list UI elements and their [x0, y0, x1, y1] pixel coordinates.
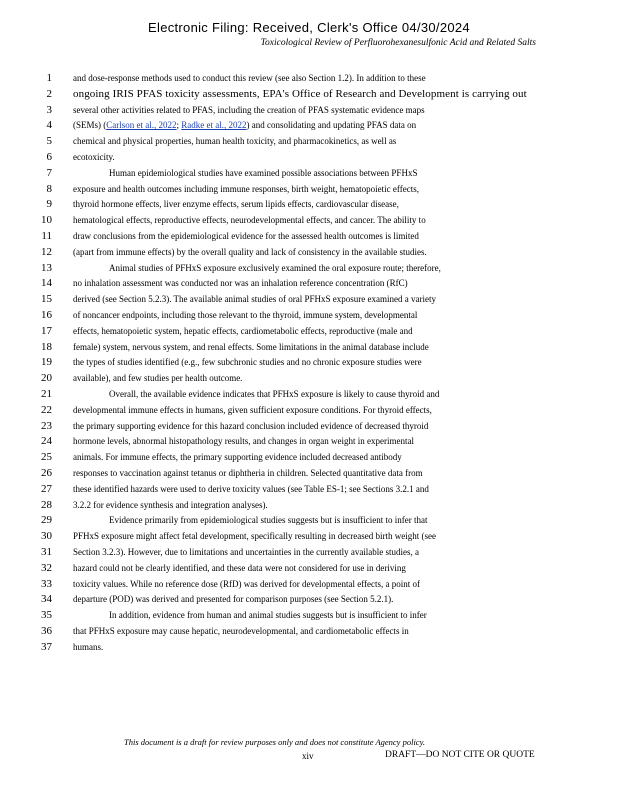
line-text	[73, 513, 535, 529]
line-text	[73, 197, 535, 213]
line-text	[73, 340, 535, 356]
line-number: 26	[41, 466, 52, 479]
line-text-segment: (SEMs) (	[73, 120, 107, 131]
document-line	[0, 403, 618, 419]
line-text-segment: PFHxS exposure might affect fetal development, specifically resulting in decreased birth weight (see	[73, 531, 436, 542]
line-text-segment: developmental immune effects in humans, given sufficient exposure conditions. For thyroid effects,	[73, 404, 432, 415]
line-number: 8	[46, 182, 52, 195]
line-text-segment: hormone levels, abnormal histopathology results, and changes in organ weight in experimental	[73, 436, 415, 447]
line-text	[73, 592, 535, 608]
line-text	[73, 640, 535, 656]
document-line	[0, 182, 618, 198]
line-text-segment: that PFHxS exposure may cause hepatic, neurodevelopmental, and cardiometabolic effects in	[73, 625, 409, 636]
citation-link[interactable]: Carlson et al., 2022	[106, 120, 177, 131]
line-text-segment: hematological effects, reproductive effects, neurodevelopmental effects, and cancer. The ability to	[73, 215, 426, 226]
line-number: 29	[41, 514, 52, 527]
line-number: 10	[41, 214, 52, 227]
line-text	[73, 213, 535, 229]
document-line	[0, 450, 618, 466]
citation-link[interactable]: Radke et al., 2022	[181, 120, 247, 131]
line-text-segment: the primary supporting evidence for this hazard conclusion included evidence of decreased thyroid	[73, 420, 429, 431]
document-line	[0, 229, 618, 245]
line-text	[73, 276, 535, 292]
document-line	[0, 261, 618, 277]
line-text	[73, 229, 535, 245]
document-line	[0, 640, 618, 656]
line-text	[73, 434, 535, 450]
line-text	[73, 482, 535, 498]
line-text-segment: Section 3.2.3). However, due to limitations and uncertainties in the currently available studies, a	[73, 546, 420, 557]
line-text	[73, 324, 535, 340]
line-text	[73, 292, 535, 308]
document-line	[0, 71, 618, 87]
draft-notice: DRAFT—DO NOT CITE OR QUOTE	[385, 750, 535, 760]
line-text	[73, 371, 535, 387]
line-text-segment: Animal studies of PFHxS exposure exclusively examined the oral exposure route; therefore,	[109, 262, 441, 273]
line-text-segment: exposure and health outcomes including immune responses, birth weight, hematopoietic effects,	[73, 183, 419, 194]
line-text	[73, 87, 535, 103]
line-text-segment: no inhalation assessment was conducted nor was an inhalation reference concentration (RfC)	[73, 278, 408, 289]
line-text	[73, 71, 535, 87]
line-number: 13	[41, 261, 52, 274]
document-line	[0, 292, 618, 308]
filing-stamp: Electronic Filing: Received, Clerk's Office 04/30/2024	[148, 20, 470, 35]
line-text-segment: derived (see Section 5.2.3). The available animal studies of oral PFHxS exposure examined a variety	[73, 294, 436, 305]
document-line	[0, 134, 618, 150]
line-text-segment: and dose-response methods used to conduct this review (see also Section 1.2). In addition to these	[73, 73, 426, 83]
line-text-segment: effects, hematopoietic system, hepatic effects, cardiometabolic effects, reproductive (male and	[73, 325, 413, 336]
line-text-segment: chemical and physical properties, human health toxicity, and pharmacokinetics, as well as	[73, 136, 397, 147]
line-text	[73, 308, 535, 324]
document-line	[0, 592, 618, 608]
document-line	[0, 340, 618, 356]
line-text	[73, 118, 535, 134]
line-text-segment: several other activities related to PFAS, including the creation of PFAS systematic evidence maps	[73, 104, 425, 115]
line-number: 18	[41, 340, 52, 353]
line-number: 33	[41, 577, 52, 590]
line-text	[73, 103, 535, 119]
line-text	[73, 245, 535, 261]
document-line	[0, 434, 618, 450]
draft-disclaimer: This document is a draft for review purposes only and does not constitute Agency policy.	[124, 737, 426, 747]
line-number: 4	[46, 119, 52, 132]
line-text-segment: the types of studies identified (e.g., few subchronic studies and no chronic exposure studies were	[73, 357, 422, 368]
line-text-segment: toxicity values. While no reference dose (RfD) was derived for developmental effects, a point of	[73, 578, 421, 589]
line-text	[73, 166, 535, 182]
document-line	[0, 118, 618, 134]
line-text-segment: Evidence primarily from epidemiological studies suggests but is insufficient to infer that	[109, 515, 428, 526]
line-number: 17	[41, 324, 52, 337]
line-text-segment: of noncancer endpoints, including those relevant to the thyroid, immune system, developmental	[73, 309, 418, 320]
page-number: xiv	[302, 751, 314, 761]
line-text-segment: responses to vaccination against tetanus or diphtheria in children. Selected quantitative data from	[73, 467, 423, 478]
document-line	[0, 308, 618, 324]
line-number: 28	[41, 498, 52, 511]
line-text	[73, 419, 535, 435]
document-line	[0, 624, 618, 640]
line-number: 20	[41, 372, 52, 385]
document-line	[0, 103, 618, 119]
line-text	[73, 450, 535, 466]
line-text-segment: (apart from immune effects) by the overall quality and lack of consistency in the available studies.	[73, 246, 427, 257]
document-line	[0, 482, 618, 498]
line-number: 1	[46, 72, 52, 84]
document-line	[0, 324, 618, 340]
document-line	[0, 529, 618, 545]
document-line	[0, 197, 618, 213]
line-number: 27	[41, 482, 52, 495]
line-text	[73, 624, 535, 640]
document-line	[0, 419, 618, 435]
line-number: 25	[41, 451, 52, 464]
line-number: 34	[41, 593, 52, 606]
line-text-segment: ;	[176, 120, 182, 131]
line-text	[73, 387, 535, 403]
line-text-segment: Overall, the available evidence indicates that PFHxS exposure is likely to cause thyroid and	[109, 388, 440, 399]
line-number: 9	[46, 198, 52, 211]
line-text-segment: ) and consolidating and updating PFAS data on	[246, 120, 417, 131]
document-line	[0, 276, 618, 292]
line-text	[73, 498, 535, 514]
document-line	[0, 577, 618, 593]
line-number: 37	[41, 640, 52, 653]
line-number: 16	[41, 308, 52, 321]
document-line	[0, 213, 618, 229]
line-number: 15	[41, 293, 52, 306]
line-text	[73, 403, 535, 419]
line-text-segment: animals. For immune effects, the primary supporting evidence included decreased antibody	[73, 452, 402, 463]
line-number: 24	[41, 435, 52, 448]
document-line	[0, 513, 618, 529]
line-text	[73, 134, 535, 150]
line-text-segment: departure (POD) was derived and presented for comparison purposes (see Section 5.2.1).	[73, 594, 394, 605]
line-text-segment: available), and few studies per health outcome.	[73, 373, 243, 384]
document-line	[0, 355, 618, 371]
running-title: Toxicological Review of Perfluorohexanesulfonic Acid and Related Salts	[260, 38, 536, 48]
document-line	[0, 561, 618, 577]
line-text-segment: draw conclusions from the epidemiological evidence for the assessed health outcomes is limited	[73, 230, 419, 241]
document-line	[0, 608, 618, 624]
line-text	[73, 182, 535, 198]
document-line	[0, 245, 618, 261]
line-text-segment: ecotoxicity.	[73, 151, 115, 162]
line-number: 2	[46, 87, 52, 100]
line-number: 31	[41, 545, 52, 558]
line-number: 11	[41, 229, 52, 242]
line-text-segment: 3.2.2 for evidence synthesis and integration analyses).	[73, 499, 268, 510]
document-line	[0, 498, 618, 514]
line-text	[73, 466, 535, 482]
line-text	[73, 355, 535, 371]
document-line	[0, 166, 618, 182]
document-line	[0, 545, 618, 561]
line-number: 7	[46, 166, 52, 179]
line-text-segment: humans.	[73, 641, 104, 652]
line-number: 21	[41, 387, 52, 400]
document-line	[0, 387, 618, 403]
line-number: 23	[41, 419, 52, 432]
line-text	[73, 529, 535, 545]
line-text	[73, 150, 535, 166]
line-number: 30	[41, 530, 52, 543]
line-number: 6	[46, 150, 52, 163]
line-text	[73, 608, 535, 624]
line-number: 14	[41, 277, 52, 290]
line-text	[73, 261, 535, 277]
document-body	[0, 71, 618, 655]
document-line	[0, 87, 618, 103]
line-number: 32	[41, 561, 52, 574]
line-number: 22	[41, 403, 52, 416]
line-number: 5	[46, 135, 52, 148]
document-line	[0, 150, 618, 166]
line-text	[73, 545, 535, 561]
line-text-segment: ongoing IRIS PFAS toxicity assessments, EPA's Office of Research and Development is carrying out	[73, 87, 527, 100]
line-text	[73, 561, 535, 577]
line-number: 35	[41, 609, 52, 622]
line-text	[73, 577, 535, 593]
line-text-segment: In addition, evidence from human and animal studies suggests but is insufficient to infer	[109, 610, 427, 621]
line-text-segment: hazard could not be clearly identified, and these data were not considered for use in deriving	[73, 562, 406, 573]
line-text-segment: Human epidemiological studies have examined possible associations between PFHxS	[109, 167, 418, 178]
line-text-segment: these identified hazards were used to derive toxicity values (see Table ES-1; see Sections 3.2.1 and	[73, 483, 429, 494]
document-line	[0, 371, 618, 387]
line-number: 12	[41, 245, 52, 258]
line-text-segment: female) system, nervous system, and renal effects. Some limitations in the animal database include	[73, 341, 429, 352]
line-text-segment: thyroid hormone effects, liver enzyme effects, serum lipids effects, cardiovascular disease,	[73, 199, 399, 210]
document-line	[0, 466, 618, 482]
line-number: 3	[46, 103, 52, 116]
line-number: 19	[41, 356, 52, 369]
line-number: 36	[41, 624, 52, 637]
